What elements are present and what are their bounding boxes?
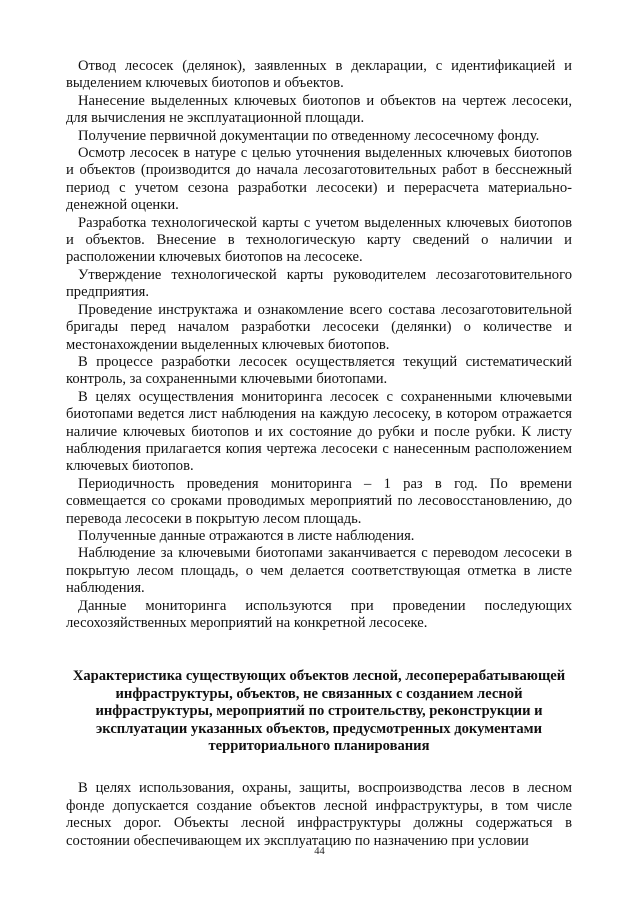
section-spacer: [66, 755, 572, 780]
paragraph: Осмотр лесосек в натуре с целью уточнения выделенных ключевых биотопов и объектов (производится до начала лесозаготовительных работ в бесснежный период с учетом сезона разработки лесосеки) и перерасчета материально-денежной оценки.: [66, 145, 572, 214]
section-heading: Характеристика существующих объектов лесной, лесоперерабатывающей инфраструктуры, объектов, не связанных с созданием лесной инфраструктуры, мероприятий по строительству, реконструкции и эксплуатации указанных объектов, предусмотренных документами территориального планирования: [72, 668, 566, 755]
paragraph: Утверждение технологической карты руководителем лесозаготовительного предприятия.: [66, 266, 572, 301]
paragraph: В целях осуществления мониторинга лесосек с сохраненными ключевыми биотопами ведется лист наблюдения на каждую лесосеку, в котором отражается наличие ключевых биотопов и их состояние до рубки и после рубки. К листу наблюдения прилагается копия чертежа лесосеки с нанесенным расположением ключевых биотопов.: [66, 388, 572, 475]
paragraph: В процессе разработки лесосек осуществляется текущий систематический контроль, за сохраненными ключевыми биотопами.: [66, 353, 572, 388]
paragraph: Периодичность проведения мониторинга – 1 раз в год. По времени совмещается со сроками проводимых мероприятий по лесовосстановлению, до перевода лесосеки в покрытую лесом площадь.: [66, 475, 572, 527]
paragraph: Данные мониторинга используются при проведении последующих лесохозяйственных мероприятий на конкретной лесосеке.: [66, 597, 572, 631]
document-page: [66, 58, 572, 850]
paragraph: Получение первичной документации по отведенному лесосечному фонду.: [78, 127, 540, 144]
section-spacer: [66, 632, 572, 668]
paragraph: Проведение инструктажа и ознакомление всего состава лесозаготовительной бригады перед началом разработки лесосеки (делянки) о количестве и местонахождении выделенных ключевых биотопов.: [66, 301, 572, 353]
paragraph: Разработка технологической карты с учетом выделенных ключевых биотопов и объектов. Внесение в технологическую карту сведений о наличии и расположении ключевых биотопов на лесосеке.: [66, 214, 572, 266]
paragraph: Полученные данные отражаются в листе наблюдения.: [78, 527, 415, 544]
paragraph: Наблюдение за ключевыми биотопами заканчивается с переводом лесосеки в покрытую лесом площадь, о чем делается соответствующая отметка в листе наблюдения.: [66, 545, 572, 597]
paragraph: Нанесение выделенных ключевых биотопов и объектов на чертеж лесосеки, для вычисления не эксплуатационной площади.: [66, 92, 572, 127]
paragraph: Отвод лесосек (делянок), заявленных в декларации, с идентификацией и выделением ключевых биотопов и объектов.: [66, 58, 572, 92]
paragraph: В целях использования, охраны, защиты, воспроизводства лесов в лесном фонде допускается создание объектов лесной инфраструктуры, в том числе лесных дорог. Объекты лесной инфраструктуры должны содержаться в состоянии обеспечивающем их эксплуатацию по назначению при условии: [66, 780, 572, 849]
page-number: 44: [314, 846, 325, 857]
